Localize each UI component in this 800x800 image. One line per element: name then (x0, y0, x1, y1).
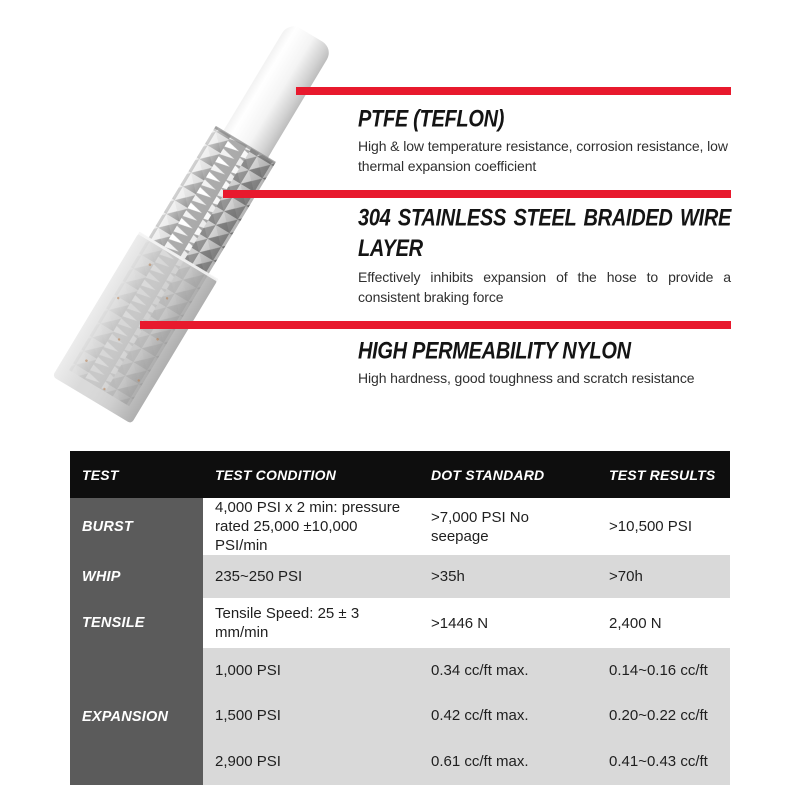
section-title: 304 STAINLESS STEEL BRAIDED WIRE LAYER (358, 205, 731, 262)
table-row (70, 555, 730, 598)
hose-illustration (0, 0, 360, 430)
cell-tensile-condition: Tensile Speed: 25 ± 3 mm/min (203, 598, 419, 648)
column-header-test: TEST (70, 451, 203, 498)
table-row (70, 598, 730, 648)
section-title: HIGH PERMEABILITY NYLON (358, 338, 631, 365)
cell-burst-results: >10,500 PSI (597, 498, 730, 555)
row-label-expansion: EXPANSION (70, 648, 203, 785)
table-row (70, 498, 730, 555)
cell-burst-dot: >7,000 PSI No seepage (419, 498, 597, 555)
table-header-row (70, 451, 730, 498)
section-description: Effectively inhibits expansion of the hose to provide a consistent braking force (358, 269, 731, 305)
row-label-tensile: TENSILE (70, 598, 203, 648)
cell-expansion-2900-dot: 0.61 cc/ft max. (419, 738, 597, 785)
section-description: High hardness, good toughness and scratch resistance (358, 370, 695, 386)
spec-table (70, 451, 730, 785)
section-nylon (358, 336, 731, 389)
column-header-test-results: TEST RESULTS (597, 451, 730, 498)
cell-expansion-1500-results: 0.20~0.22 cc/ft (597, 693, 730, 738)
cell-whip-condition: 235~250 PSI (203, 555, 419, 598)
cell-expansion-1000-condition: 1,000 PSI (203, 648, 419, 693)
section-description: High & low temperature resistance, corrosion resistance, low thermal expansion coefficient (358, 138, 728, 174)
table-row (70, 648, 730, 693)
cell-whip-dot: >35h (419, 555, 597, 598)
column-header-dot-standard: DOT STANDARD (419, 451, 597, 498)
section-title: PTFE (TEFLON) (358, 106, 505, 133)
cell-expansion-2900-results: 0.41~0.43 cc/ft (597, 738, 730, 785)
row-label-burst: BURST (70, 498, 203, 555)
cell-expansion-1000-results: 0.14~0.16 cc/ft (597, 648, 730, 693)
cell-tensile-results: 2,400 N (597, 598, 730, 648)
cell-expansion-2900-condition: 2,900 PSI (203, 738, 419, 785)
column-header-condition: TEST CONDITION (203, 451, 419, 498)
cell-tensile-dot: >1446 N (419, 598, 597, 648)
section-ptfe (358, 104, 731, 176)
cell-whip-results: >70h (597, 555, 730, 598)
callout-line-ptfe (296, 87, 731, 95)
cell-expansion-1500-condition: 1,500 PSI (203, 693, 419, 738)
section-braided-wire (358, 203, 731, 307)
callout-line-braid (223, 190, 731, 198)
cell-burst-condition: 4,000 PSI x 2 min: pressure rated 25,000 ±10,000 PSI/min (203, 498, 419, 555)
callout-line-nylon (140, 321, 731, 329)
row-label-whip: WHIP (70, 555, 203, 598)
cell-expansion-1000-dot: 0.34 cc/ft max. (419, 648, 597, 693)
cell-expansion-1500-dot: 0.42 cc/ft max. (419, 693, 597, 738)
